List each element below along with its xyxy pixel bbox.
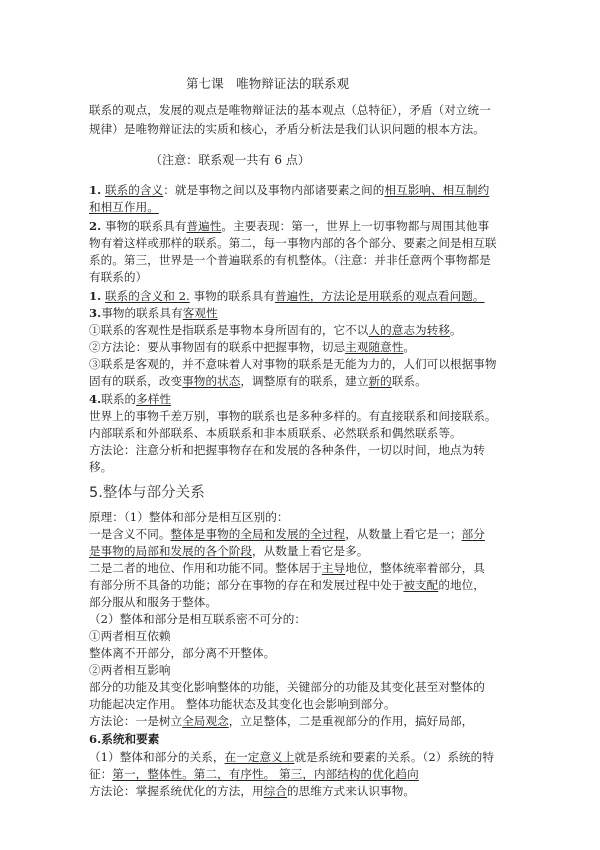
section-5-part-def: 是事物的局部和发展的各个阶段 — [89, 544, 253, 558]
point-3-heading — [89, 306, 218, 321]
method-key: 普遍性，方法论是用联系的观点看问题。 — [274, 289, 485, 303]
point-4-line-1: 世界上的事物千差万别，事物的联系也是多种多样的。有直接联系和间接联系。 — [89, 409, 497, 423]
point-6-line-3 — [89, 784, 415, 799]
point-4-key: 多样性 — [136, 392, 172, 406]
point-6-heading — [89, 732, 159, 747]
point-6-line-2-text: 征： — [89, 767, 113, 781]
section-5-part-label: 部分 — [461, 527, 485, 541]
method-term: 联系的含义和 2. — [104, 289, 190, 303]
section-5-line-4-text: 二是二者的地位、作用和功能不同。整体居于 — [89, 561, 322, 575]
point-2-number: 2. — [89, 219, 102, 233]
section-5-line-3-text: ，从数量上看它是多。 — [252, 544, 369, 558]
point-1-key-end: 和相互作用。 — [89, 200, 159, 214]
point-3-line-2-end: 。 — [403, 340, 416, 354]
section-5-dominant: 主导 — [321, 561, 346, 575]
method-number: 1. — [89, 289, 102, 303]
point-6-line-3-end: 的思维方式来认识事物。 — [286, 784, 416, 798]
point-2-text-b: 。主要表现：第一，世界上一切事物都与周围其他事 — [221, 219, 490, 233]
section-5-heading: 5.整体与部分关系 — [89, 485, 205, 501]
point-6-line-3-text: 方法论：掌握系统优化的方法，用 — [89, 784, 264, 798]
point-4-line-3: 方法论：注意分析和把握事物存在和发展的各种条件，一切以时间，地点为转 — [89, 443, 485, 457]
method-1-2-line — [89, 289, 485, 304]
section-5-line-2-text: 一是含义不同。 — [89, 527, 171, 541]
point-2-line-1 — [89, 219, 489, 234]
point-6-number: 6. — [89, 732, 102, 746]
point-6-line-1 — [89, 750, 494, 765]
point-6-line-1-end: 就是系统和要素的关系。（2）系统的特 — [294, 750, 494, 764]
point-1-text: ：就是事物之间以及事物内部诸要素之间的 — [163, 183, 385, 197]
section-5-line-2 — [89, 527, 485, 542]
point-3-key: 客观性 — [182, 306, 218, 320]
point-3-line-4-key-a: 事物的状态 — [182, 374, 241, 388]
page-title: 第七课 唯物辩证法的联系观 — [186, 76, 350, 91]
point-3-line-2-key: 主观随意性 — [345, 340, 404, 354]
section-5-line-4 — [89, 561, 485, 576]
section-5-line-13-text: 方法论：一是树立 — [89, 714, 183, 728]
note-six-points: （注意：联系观一共有 6 点） — [150, 153, 311, 167]
section-5-line-13-end: ，立足整体，二是重视部分的作用，搞好局部， — [228, 714, 474, 728]
point-4-number: 4. — [89, 392, 102, 406]
point-3-text: 事物的联系具有 — [101, 306, 183, 320]
point-2-line-2: 物有着这样或那样的联系。第二，每一事物内部的各个部分、要素之间是相互联 — [89, 236, 497, 250]
point-3-line-4-text-a: 固有的联系，改变 — [89, 374, 183, 388]
point-6-features: 第一，整体性。第二，有序性。 第三，内部结构的优化趋向 — [112, 767, 419, 781]
point-6-line-2 — [89, 767, 419, 782]
section-5-line-5 — [89, 578, 485, 593]
point-4-line-4: 移。 — [89, 460, 113, 474]
point-4-heading — [89, 392, 171, 407]
point-3-number: 3. — [89, 306, 102, 320]
section-5-whole-def: 整体是事物的全局和发展的全过程 — [170, 527, 346, 541]
point-3-line-2-text: ②方法论：要从事物固有的联系中把握事物，切忌 — [89, 340, 346, 354]
point-2-line-3: 系的。第三，世界是一个普遍联系的有机整体。（注意：并非任意两个事物都是 — [89, 253, 491, 267]
section-5-line-4-end: 地位，整体统率着部分，具 — [345, 561, 485, 575]
point-6-comprehensive: 综合 — [263, 784, 287, 798]
section-5-line-10: ②两者相互影响 — [89, 663, 171, 677]
section-5-line-5-text: 有部分所不具备的功能；部分在事物的存在和发展过程中处于 — [89, 578, 404, 592]
method-text: 事物的联系具有 — [189, 289, 275, 303]
section-5-line-13 — [89, 714, 473, 729]
intro-line-1: 联系的观点，发展的观点是唯物辩证法的基本观点（总特征），矛盾（对立统一 — [89, 103, 491, 117]
point-3-line-1-key: 人的意志为转移 — [368, 323, 450, 337]
point-6-line-1-key: 在一定意义上 — [224, 750, 295, 764]
point-6-line-1-text: （1）整体和部分的关系， — [89, 750, 225, 764]
intro-line-2: 规律）是唯物辩证法的实质和核心，矛盾分析法是我们认识问题的根本方法。 — [89, 122, 485, 136]
section-5-line-5-end: 的地位， — [438, 578, 485, 592]
section-5-line-6: 部分服从和服务于整体。 — [89, 595, 218, 609]
point-1-line-1 — [89, 183, 489, 198]
section-5-line-11: 部分的功能及其变化影响整体的功能，关键部分的功能及其变化甚至对整体的 — [89, 680, 485, 694]
point-3-line-1-text: ①联系的客观性是指联系是事物本身所固有的，它不以 — [89, 323, 369, 337]
point-1-key: 相互影响、相互制约 — [384, 183, 490, 197]
point-3-line-3: ③联系是客观的，并不意味着人对事物的联系是无能为力的，人们可以根据事物 — [89, 357, 497, 371]
point-2-text-a: 事物的联系具有 — [101, 219, 187, 233]
section-5-line-2-mid: ，从数量上看它是一； — [345, 527, 462, 541]
point-3-line-4-end: 联系。 — [391, 374, 427, 388]
point-1-term: 联系的含义 — [104, 183, 164, 197]
point-6-text: 系统和要素 — [101, 732, 160, 746]
point-4-text: 联系的 — [101, 392, 137, 406]
point-3-line-4-text-b: ，调整原有的联系，建立 — [240, 374, 369, 388]
point-1-line-2 — [89, 200, 159, 215]
section-5-line-9: 整体离不开部分，部分离不开整体。 — [89, 646, 276, 660]
point-1-number: 1. — [89, 183, 102, 197]
section-5-line-8: ①两者相互依赖 — [89, 629, 171, 643]
point-2-key: 普遍性 — [186, 219, 222, 233]
section-5-global-view: 全局观念 — [182, 714, 229, 728]
point-4-line-2: 内部联系和外部联系、本质联系和非本质联系、必然联系和偶然联系等。 — [89, 426, 462, 440]
point-3-line-2 — [89, 340, 415, 355]
point-3-line-4 — [89, 374, 427, 389]
section-5-line-1: 原理：（1）整体和部分是相互区别的： — [89, 510, 289, 524]
point-2-line-4: 有联系的） — [89, 270, 148, 284]
section-5-line-7: （2）整体和部分是相互联系密不可分的： — [89, 612, 307, 626]
point-3-line-1 — [89, 323, 462, 338]
point-3-line-4-key-b: 新的 — [368, 374, 392, 388]
section-5-dominated: 被支配 — [403, 578, 439, 592]
point-3-line-1-end: 。 — [449, 323, 462, 337]
section-5-line-3 — [89, 544, 368, 559]
section-5-line-12: 功能起决定作用。 整体功能状态及其变化也会影响到部分。 — [89, 697, 396, 711]
